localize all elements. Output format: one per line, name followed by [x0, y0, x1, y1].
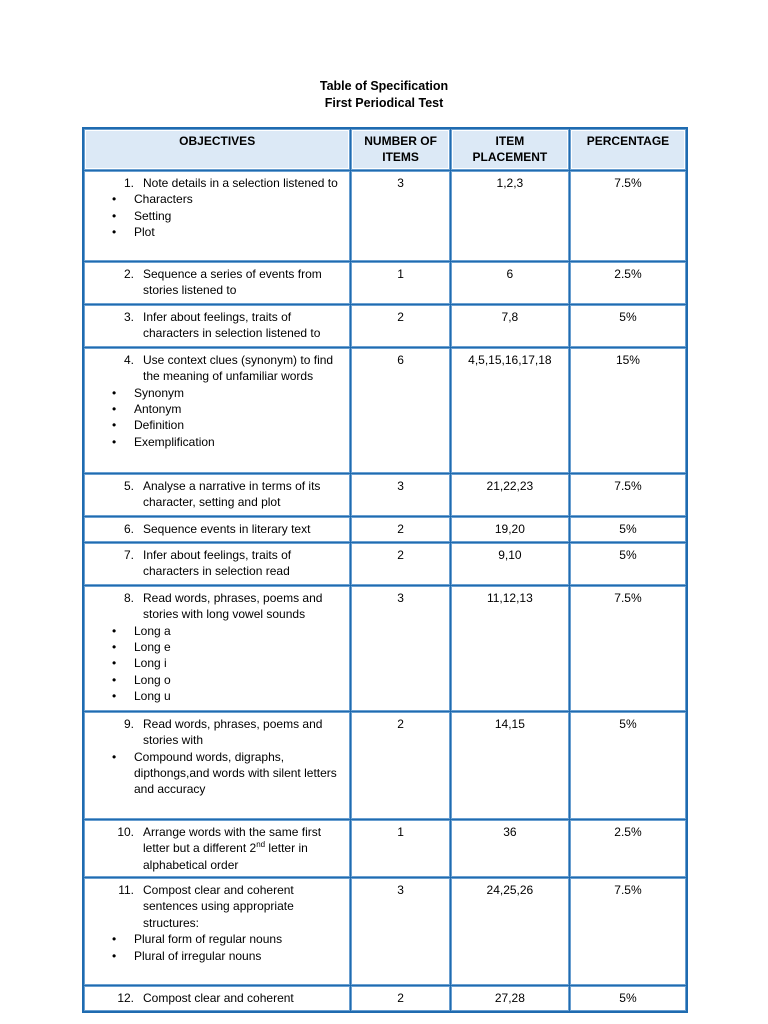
document-title: Table of Specification — [319, 79, 449, 93]
item-placement-cell: 24,25,26 — [452, 879, 568, 984]
document-subtitle: First Periodical Test — [324, 96, 444, 110]
percentage-cell: 5% — [571, 518, 685, 541]
table-row — [85, 172, 685, 260]
objective-text: Sequence events in literary text — [143, 521, 311, 536]
bullet-list — [90, 749, 344, 798]
item-placement-cell: 27,28 — [452, 987, 568, 1010]
bullet-list — [90, 191, 344, 240]
objective-text: Infer about feelings, traits of characters in selection listened to — [143, 309, 321, 341]
header-item-placement: ITEM PLACEMENT — [452, 130, 568, 169]
item-placement-cell: 19,20 — [452, 518, 568, 541]
objective-number: 12. — [117, 991, 134, 1006]
objective-cell — [85, 172, 349, 260]
objective-number: 4. — [123, 352, 134, 367]
percentage-cell: 15% — [571, 349, 685, 472]
table-row — [85, 987, 685, 1010]
percentage-cell: 7.5% — [571, 172, 685, 260]
item-placement-cell: 9,10 — [452, 544, 568, 584]
number-of-items-cell: 6 — [352, 349, 448, 472]
bullet-item: • Exemplification — [134, 434, 344, 450]
objective-number: 11. — [118, 883, 134, 898]
number-of-items-cell: 3 — [352, 879, 448, 984]
objective-cell — [85, 821, 349, 876]
table-row — [85, 713, 685, 818]
objective-cell — [85, 475, 349, 515]
percentage-cell: 7.5% — [571, 879, 685, 984]
item-placement-cell: 11,12,13 — [452, 587, 568, 710]
percentage-cell: 5% — [571, 544, 685, 584]
percentage-cell: 7.5% — [571, 475, 685, 515]
number-of-items-cell: 3 — [352, 172, 448, 260]
header-number-of-items: NUMBER OF ITEMS — [352, 130, 448, 169]
percentage-cell: 5% — [571, 713, 685, 818]
objective-cell — [85, 263, 349, 303]
bullet-item: • Compound words, digraphs, dipthongs,and words with silent letters and accuracy — [134, 749, 344, 798]
table-row — [85, 518, 685, 541]
item-placement-cell: 6 — [452, 263, 568, 303]
objective-text-part: Arrange words with the same first letter but a different 2 — [143, 824, 322, 856]
objective-text: Compost clear and coherent sentences using appropriate structures: — [143, 883, 294, 930]
objective-number: 3. — [123, 309, 134, 324]
objective-cell — [85, 713, 349, 818]
number-of-items-cell: 2 — [352, 544, 448, 584]
objective-cell — [85, 518, 349, 541]
table-row — [85, 306, 685, 346]
bullet-item: • Definition — [134, 417, 344, 433]
objective-cell — [85, 879, 349, 984]
bullet-item: • Long i — [134, 655, 344, 671]
objective-text — [143, 824, 344, 873]
objective-number: 5. — [123, 478, 134, 493]
percentage-cell: 2.5% — [571, 821, 685, 876]
number-of-items-cell: 3 — [352, 587, 448, 710]
objective-number: 8. — [123, 590, 134, 605]
number-of-items-cell: 2 — [352, 518, 448, 541]
objective-text: Read words, phrases, poems and stories with long vowel sounds — [143, 590, 323, 622]
percentage-cell: 5% — [571, 306, 685, 346]
objective-number: 2. — [123, 266, 134, 281]
table-row — [85, 263, 685, 303]
number-of-items-cell: 2 — [352, 987, 448, 1010]
bullet-list — [90, 623, 344, 705]
item-placement-cell: 14,15 — [452, 713, 568, 818]
title-block — [0, 78, 768, 112]
objective-text: Use context clues (synonym) to find the meaning of unfamiliar words — [143, 352, 334, 384]
bullet-item: • Setting — [134, 208, 344, 224]
bullet-item: • Long o — [134, 672, 344, 688]
percentage-cell: 2.5% — [571, 263, 685, 303]
percentage-cell: 7.5% — [571, 587, 685, 710]
bullet-item: • Characters — [134, 191, 344, 207]
objective-number: 6. — [123, 521, 134, 536]
bullet-list — [90, 931, 344, 964]
item-placement-cell: 4,5,15,16,17,18 — [452, 349, 568, 472]
header-row — [85, 130, 685, 169]
objective-number: 7. — [123, 547, 134, 562]
number-of-items-cell: 1 — [352, 263, 448, 303]
item-placement-cell: 21,22,23 — [452, 475, 568, 515]
percentage-cell: 5% — [571, 987, 685, 1010]
objective-number: 9. — [123, 716, 134, 731]
bullet-item: • Plural of irregular nouns — [134, 948, 344, 964]
objective-text: Infer about feelings, traits of characters in selection read — [143, 547, 292, 579]
header-objectives: OBJECTIVES — [85, 130, 349, 169]
objective-cell — [85, 544, 349, 584]
bullet-list — [90, 385, 344, 451]
number-of-items-cell: 1 — [352, 821, 448, 876]
bullet-item: • Long a — [134, 623, 344, 639]
specification-table — [82, 127, 688, 1013]
objective-text: Note details in a selection listened to — [143, 175, 338, 190]
objective-number: 1. — [123, 175, 134, 190]
table-row — [85, 475, 685, 515]
objective-text-part: letter in alphabetical order — [143, 841, 308, 872]
objective-text: Sequence a series of events from stories listened to — [143, 266, 322, 298]
item-placement-cell: 1,2,3 — [452, 172, 568, 260]
table-row — [85, 587, 685, 710]
bullet-item: • Antonym — [134, 401, 344, 417]
ordinal-suffix: nd — [256, 840, 266, 850]
objective-number: 10. — [117, 824, 134, 839]
objective-text: Analyse a narrative in terms of its character, setting and plot — [143, 478, 321, 510]
objective-cell — [85, 306, 349, 346]
number-of-items-cell: 2 — [352, 713, 448, 818]
bullet-item: • Plot — [134, 224, 344, 240]
objective-cell — [85, 349, 349, 472]
objective-text: Compost clear and coherent — [143, 991, 294, 1006]
number-of-items-cell: 3 — [352, 475, 448, 515]
bullet-item: • Long e — [134, 639, 344, 655]
objective-text: Read words, phrases, poems and stories with — [143, 716, 323, 748]
header-percentage: PERCENTAGE — [571, 130, 685, 169]
objective-cell — [85, 587, 349, 710]
bullet-item: • Long u — [134, 688, 344, 704]
bullet-item: • Plural form of regular nouns — [134, 931, 344, 947]
item-placement-cell: 36 — [452, 821, 568, 876]
table-row — [85, 544, 685, 584]
table-row — [85, 349, 685, 472]
table-row — [85, 821, 685, 876]
bullet-item: • Synonym — [134, 385, 344, 401]
item-placement-cell: 7,8 — [452, 306, 568, 346]
objective-cell — [85, 987, 349, 1010]
table-row — [85, 879, 685, 984]
number-of-items-cell: 2 — [352, 306, 448, 346]
